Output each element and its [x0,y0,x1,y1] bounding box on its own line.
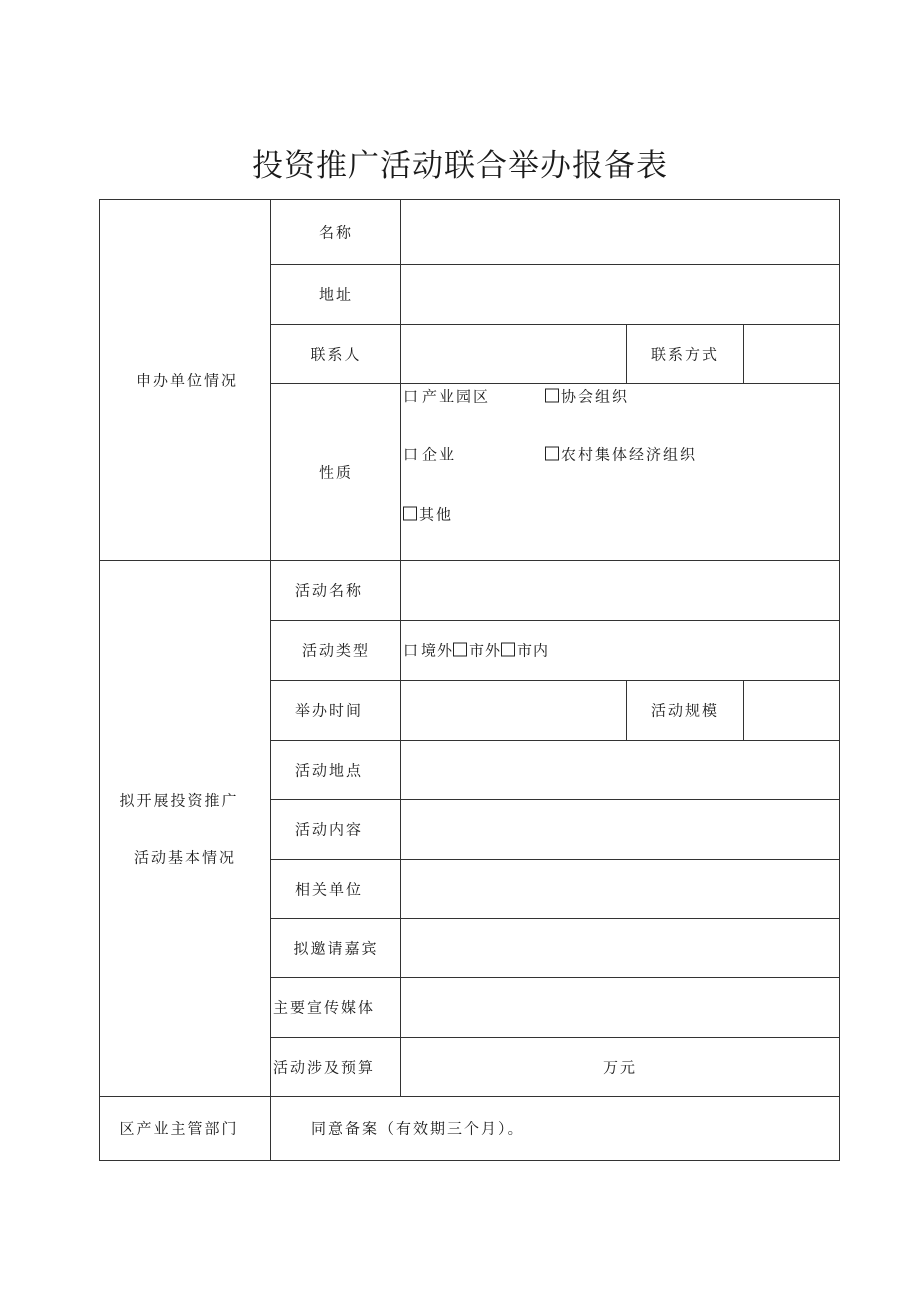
location-label: 活动地点 [294,761,364,780]
activity-section-label-line1: 拟开展投资推广 [119,791,239,810]
content-label: 活动内容 [294,820,364,839]
option-industrial-park[interactable] [403,386,490,407]
divider-contact [626,324,627,384]
contact-method-field[interactable] [744,325,839,383]
checkbox-icon [501,643,515,657]
option-other[interactable] [403,504,453,525]
guests-field[interactable] [401,919,839,977]
budget-label: 活动涉及预算 [272,1058,376,1077]
approval-text: 同意备案（有效期三个月）。 [311,1119,525,1138]
name-field[interactable] [401,200,839,264]
nature-label: 性质 [318,463,354,482]
activity-name-field[interactable] [401,561,839,620]
border-left [99,199,100,1161]
divider-time [626,680,627,740]
content-field[interactable] [401,800,839,859]
option-enterprise[interactable] [403,444,456,465]
location-field[interactable] [401,741,839,799]
scale-label: 活动规模 [650,701,720,720]
form-title: 投资推广活动联合举办报备表 [252,148,668,184]
option-label: 市外 [469,641,502,660]
option-label: 其他 [419,505,454,524]
option-association[interactable] [545,386,629,407]
option-label: 企业 [422,445,457,464]
address-label: 地址 [318,285,354,304]
guests-label: 拟邀请嘉宾 [293,939,379,958]
name-label: 名称 [318,223,354,242]
budget-unit: 万元 [602,1058,638,1077]
option-rural-collective[interactable] [545,444,697,465]
row-line [270,620,840,621]
checkbox-icon [453,643,467,657]
activity-type-options [403,640,549,661]
checkbox-icon [403,507,417,521]
type-option-overseas[interactable] [403,642,453,660]
report-form-table [99,199,840,1161]
contact-method-label: 联系方式 [650,345,720,364]
checkbox-glyph: 口 [403,641,420,660]
checkbox-glyph: 口 [403,387,421,406]
row-line [270,383,840,384]
approval-section-label: 区产业主管部门 [119,1119,239,1138]
related-units-field[interactable] [401,860,839,918]
time-field[interactable] [401,681,626,740]
section-line [99,1096,840,1097]
activity-type-label: 活动类型 [301,641,371,660]
border-bottom [99,1160,840,1161]
address-field[interactable] [401,265,839,324]
activity-section-label-line2: 活动基本情况 [133,848,237,867]
checkbox-icon [545,447,559,461]
contact-person-label: 联系人 [310,345,362,364]
contact-person-field[interactable] [401,325,626,383]
related-units-label: 相关单位 [294,880,364,899]
applicant-section-label: 申办单位情况 [135,371,239,390]
media-label: 主要宣传媒体 [272,998,376,1017]
type-option-inside-city[interactable] [501,642,549,660]
checkbox-glyph: 口 [403,445,421,464]
option-label: 协会组织 [561,387,630,406]
option-label: 市内 [517,641,550,660]
scale-field[interactable] [744,681,839,740]
option-label: 境外 [421,641,454,660]
media-field[interactable] [401,978,839,1037]
option-label: 农村集体经济组织 [561,445,698,464]
checkbox-icon [545,389,559,403]
type-option-outside-city[interactable] [453,642,501,660]
option-label: 产业园区 [422,387,491,406]
time-label: 举办时间 [294,701,364,720]
activity-name-label: 活动名称 [294,581,364,600]
